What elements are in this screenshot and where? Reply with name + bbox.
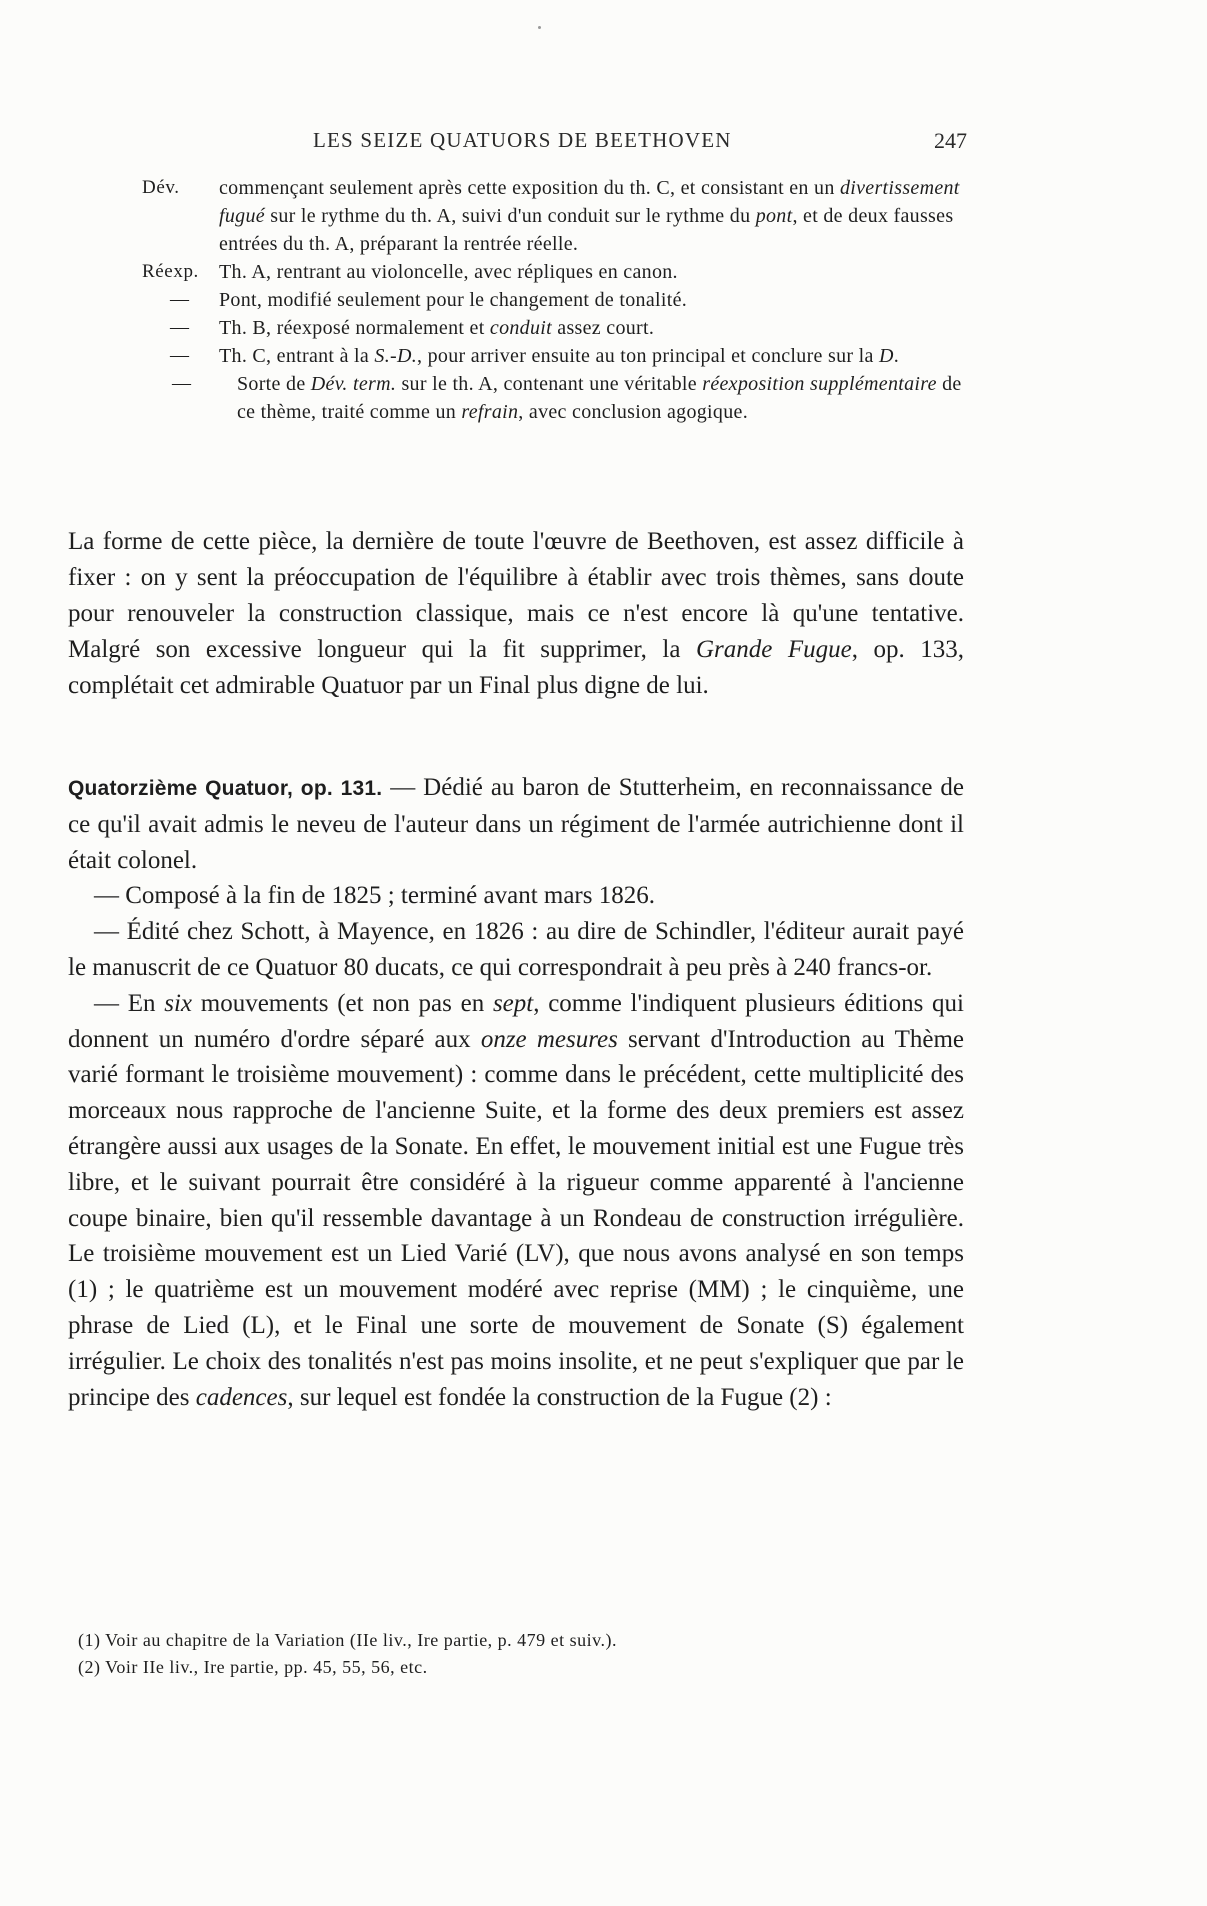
page-speck — [538, 26, 541, 29]
paragraph-form-discussion — [68, 524, 964, 704]
text: Th. B, réexposé normalement et — [219, 317, 490, 339]
italic-text: conduit — [489, 317, 552, 339]
text: sur le rythme du th. A, suivi d'un conduit sur le rythme du — [264, 205, 756, 227]
italic-text: réexposition supplémentaire — [702, 373, 937, 395]
italic-text: pont — [755, 205, 793, 227]
composition-paragraph: — Composé à la fin de 1825 ; terminé avant mars 1826. — [94, 882, 655, 910]
analysis-row-dev — [142, 174, 972, 258]
text: , op. 133, complétait cet admirable Quatuor par un Final plus digne de lui. — [68, 636, 965, 699]
footnote-1: (1) Voir au chapitre de la Variation (IIe liv., Ire partie, p. 479 et suiv.). — [78, 1630, 618, 1650]
text: , comme l'indiquent plusieurs éditions qui donnent un numéro d'ordre séparé aux — [68, 989, 964, 1053]
text: commençant seulement après cette exposition du th. C, et consistant en un — [219, 177, 840, 199]
italic-text: D — [879, 345, 894, 367]
row-label: Réexp. — [142, 261, 199, 282]
italic-text: Dév. term. — [310, 373, 397, 395]
text: Pont, modifié seulement pour le changement de tonalité. — [219, 289, 688, 311]
text: , sur lequel est fondée la construction de la Fugue (2) : — [287, 1383, 832, 1411]
text: assez court. — [551, 317, 655, 339]
footnotes — [78, 1627, 938, 1681]
text: La forme de cette pièce, la dernière de toute l'œuvre de Beethoven, est assez difficile à fixer : on y sent la préoccupation de l'équilibre à établir avec trois thèmes, sans doute pour renouveler la construction classique, mais ce n'est encore là qu'une tentative. Malgré son excessive longueur qui la fit supprimer, la — [68, 528, 964, 663]
row-dash: — — [170, 345, 190, 366]
row-dash: — — [170, 289, 190, 310]
text: mouvements (et non pas en — [192, 989, 493, 1017]
italic-text: S.-D. — [374, 345, 418, 367]
dedication-paragraph — [68, 770, 964, 878]
edition-paragraph: — Édité chez Schott, à Mayence, en 1826 : au dire de Schindler, l'éditeur aurait payé le manuscrit de ce Quatuor 80 ducats, ce qui correspondrait à peu près à 240 francs-or. — [68, 918, 964, 981]
section-heading: Quatorzième Quatuor, op. 131. — [68, 777, 383, 800]
analysis-row-thb — [142, 314, 972, 342]
analysis-row-sorte — [142, 370, 972, 426]
footnote-2: (2) Voir IIe liv., Ire partie, pp. 45, 55, 56, etc. — [78, 1657, 428, 1677]
italic-text: refrain — [461, 401, 519, 423]
page-number: 247 — [934, 128, 967, 153]
text: , pour arriver ensuite au ton principal et conclure sur la — [417, 345, 879, 367]
analysis-row-reexp — [142, 258, 972, 286]
row-dash: — — [170, 317, 190, 338]
text: , et de deux fausses entrées du th. A, préparant la rentrée réelle. — [219, 205, 954, 255]
italic-text: onze mesures — [480, 1025, 618, 1053]
italic-text: divertissement fugué — [219, 177, 960, 227]
text: Th. C, entrant à la — [219, 345, 375, 367]
row-label: Dév. — [142, 177, 180, 198]
text: Sorte de — [237, 373, 311, 395]
italic-text: cadences — [195, 1383, 288, 1411]
analysis-row-thc — [142, 342, 972, 370]
text: servant d'Introduction au Thème varié formant le troisième mouvement) : comme dans le précédent, cette multiplicité des morceaux nous rapproche de l'ancienne Suite, et la forme des deux premiers est assez étrangère aussi aux usages de la Sonate. En effet, le mouvement initial est une Fugue très libre, et le suivant pourrait être considéré à la rigueur comme apparenté à l'ancienne coupe binaire, bien qu'il ressemble davantage à un Rondeau de construction irrégulière. Le troisième mouvement est un Lied Varié (LV), que nous avons analysé en son temps (1) ; le quatrième est un mouvement modéré avec reprise (MM) ; le cinquième, une phrase de Lied (L), et le Final une sorte de mouvement de Sonate (S) également irrégulier. Le choix des tonalités n'est pas moins insolite, et ne peut s'expliquer que par le principe des — [68, 1025, 964, 1411]
row-dash: — — [172, 373, 192, 394]
italic-text: six — [164, 989, 193, 1017]
italic-text: sept — [492, 989, 534, 1017]
analysis-row-pont — [142, 286, 972, 314]
movements-paragraph — [68, 986, 964, 1416]
paragraph-quatuor-131 — [68, 770, 964, 1415]
text: sur le th. A, contenant une véritable — [396, 373, 703, 395]
italic-text: Grande Fugue — [695, 636, 852, 663]
text: Th. A, rentrant au violoncelle, avec répliques en canon. — [219, 261, 678, 283]
text: — En — [94, 989, 165, 1017]
form-analysis — [142, 174, 972, 426]
text: — Dédié au baron de Stutterheim, en reconnaissance de ce qu'il avait admis le neveu de l'auteur dans un régiment de l'armée autrichienne dont il était colonel. — [68, 774, 964, 874]
text: . — [893, 345, 900, 367]
running-header: LES SEIZE QUATUORS DE BEETHOVEN — [313, 128, 732, 152]
text: de ce thème, traité comme un — [237, 373, 962, 423]
text: , avec conclusion agogique. — [518, 401, 748, 423]
